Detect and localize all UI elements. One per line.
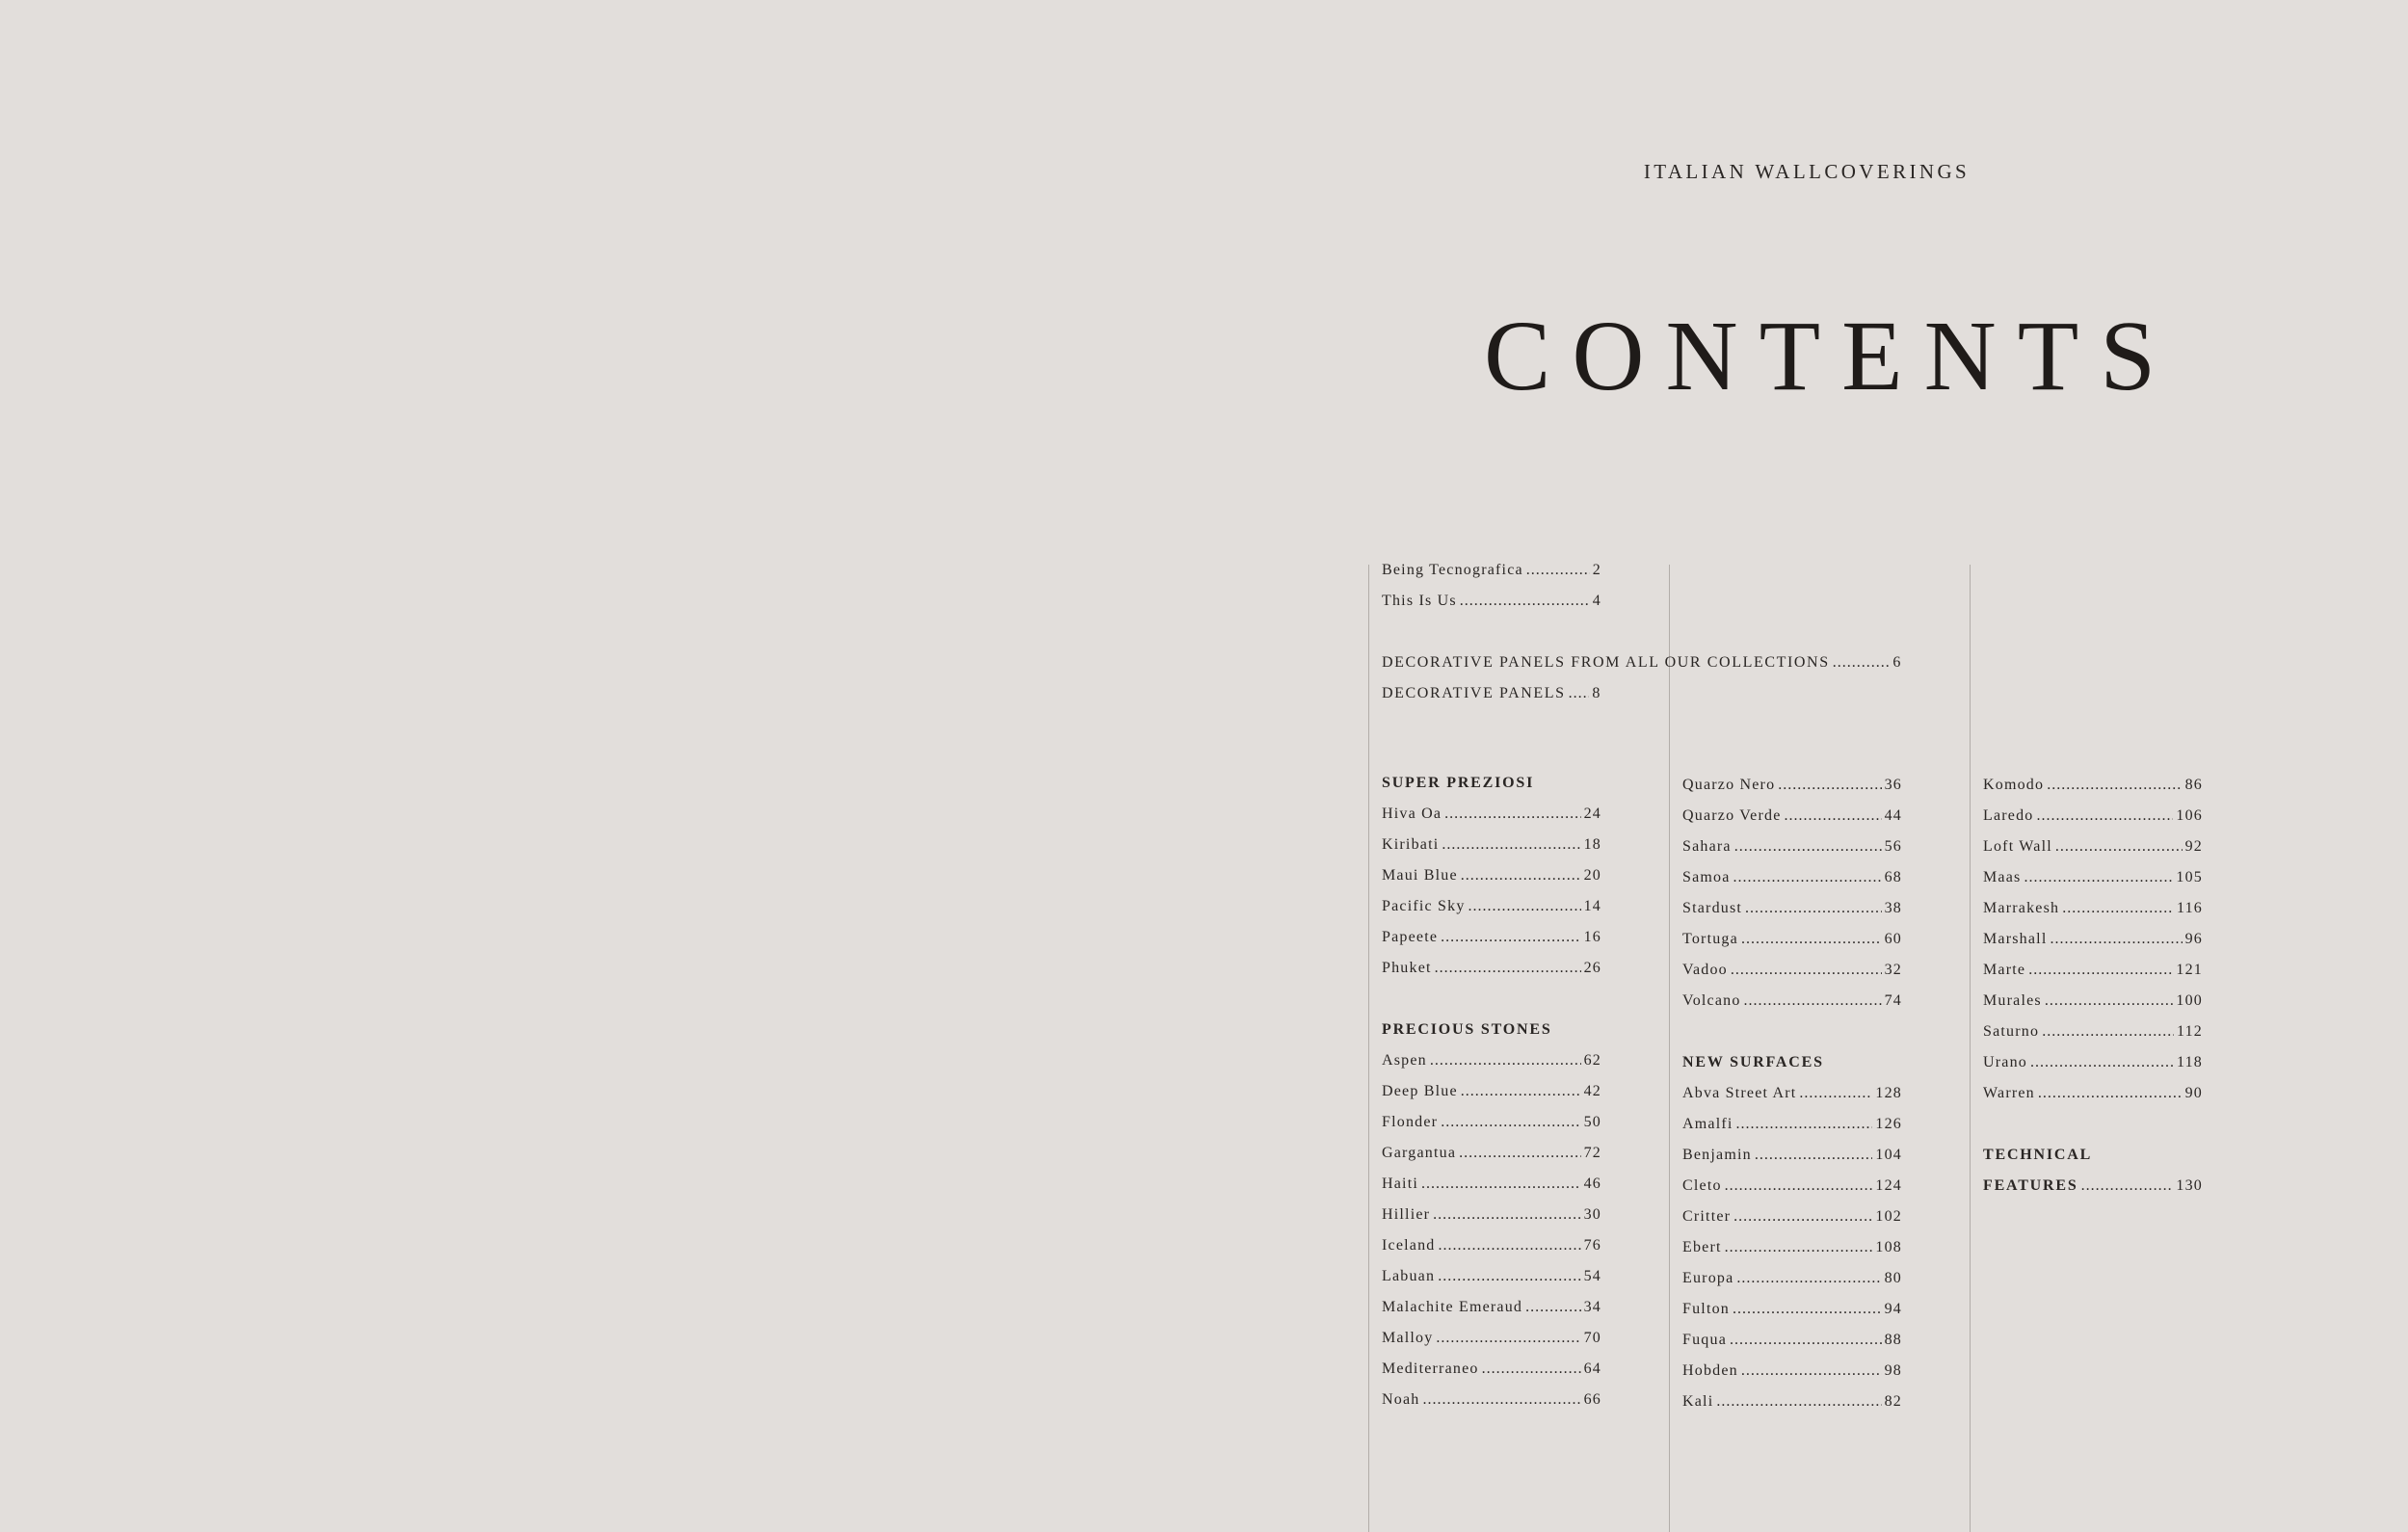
toc-leader: [2047, 770, 2182, 801]
toc-entry-name: Iceland: [1382, 1237, 1436, 1254]
toc-entry[interactable]: [1682, 955, 1902, 986]
page-title: CONTENTS: [1484, 301, 2178, 411]
toc-entry-page: 60: [1884, 931, 1902, 947]
toc-entry-name: DECORATIVE PANELS FROM ALL OUR COLLECTIONS: [1382, 654, 1830, 671]
toc-entry[interactable]: [1382, 1385, 1601, 1415]
toc-entry-page: 36: [1884, 777, 1902, 793]
toc-leader: [1442, 830, 1580, 860]
toc-entry-page: 44: [1884, 807, 1902, 824]
toc-leader: [1444, 799, 1580, 830]
toc-leader: [1744, 986, 1882, 1017]
toc-leader: [1438, 1261, 1580, 1292]
toc-leader: [2024, 862, 2173, 893]
toc-leader: [1569, 678, 1590, 709]
toc-entry-page: 124: [1875, 1177, 1902, 1194]
toc-entry-name: Amalfi: [1682, 1116, 1733, 1132]
toc-leader: [1785, 801, 1882, 832]
toc-entry-name: Critter: [1682, 1208, 1732, 1225]
toc-entry[interactable]: [1983, 1017, 2203, 1047]
toc-entry-name: Haiti: [1382, 1175, 1418, 1192]
toc-entry-page: 76: [1583, 1237, 1601, 1254]
toc-entry[interactable]: [1983, 1078, 2203, 1109]
toc-entry-page: 94: [1884, 1301, 1902, 1317]
toc-column-3: [1983, 770, 2203, 1202]
toc-entry-name: Maas: [1983, 869, 2022, 885]
toc-entry[interactable]: [1682, 832, 1902, 862]
toc-entry-name: Kali: [1682, 1393, 1714, 1410]
toc-leader: [1731, 955, 1882, 986]
toc-entry[interactable]: [1983, 801, 2203, 832]
column-divider: [1368, 565, 1369, 1532]
toc-entry[interactable]: [1382, 1138, 1601, 1169]
toc-entry-name: Quarzo Verde: [1682, 807, 1782, 824]
toc-entry-page: 46: [1583, 1175, 1601, 1192]
toc-entry[interactable]: [1382, 1200, 1601, 1230]
toc-entry[interactable]: [1983, 832, 2203, 862]
toc-leader: [2030, 1047, 2174, 1078]
toc-entry-page: 66: [1583, 1391, 1601, 1408]
toc-leader: [1441, 1107, 1580, 1138]
toc-entry[interactable]: [1682, 1387, 1902, 1417]
toc-entry-page: 126: [1875, 1116, 1902, 1132]
toc-leader: [1730, 1325, 1882, 1356]
toc-leader: [1438, 1230, 1580, 1261]
toc-entry[interactable]: [1382, 891, 1601, 922]
toc-entry[interactable]: [1382, 1107, 1601, 1138]
toc-entry-page: 72: [1583, 1145, 1601, 1161]
section-heading: NEW SURFACES: [1682, 1054, 1824, 1070]
toc-entry-name: Pacific Sky: [1382, 898, 1466, 914]
toc-entry[interactable]: [1983, 924, 2203, 955]
toc-entry[interactable]: [1382, 1323, 1601, 1354]
toc-entry-name: Marte: [1983, 962, 2026, 978]
toc-leader: [2028, 955, 2173, 986]
toc-entry-page: 38: [1884, 900, 1902, 916]
toc-entry[interactable]: [1682, 1325, 1902, 1356]
toc-leader: [1461, 860, 1581, 891]
toc-entry-name: Cleto: [1682, 1177, 1722, 1194]
toc-entry-page: 80: [1884, 1270, 1902, 1286]
toc-leader: [1725, 1171, 1873, 1202]
toc-entry-page: 70: [1583, 1330, 1601, 1346]
toc-leader: [1461, 1076, 1581, 1107]
toc-leader: [1469, 891, 1581, 922]
toc-leader: [1741, 924, 1882, 955]
toc-entry-name: Malachite Emeraud: [1382, 1299, 1523, 1315]
toc-leader: [1733, 862, 1882, 893]
toc-entry-name: Komodo: [1983, 777, 2045, 793]
toc-entry[interactable]: [1682, 893, 1902, 924]
toc-entry-name: Abva Street Art: [1682, 1085, 1797, 1101]
toc-entry[interactable]: [1983, 893, 2203, 924]
toc-entry-page: 112: [2176, 1023, 2203, 1040]
toc-entry-page: 8: [1592, 685, 1601, 701]
section-heading: SUPER PREZIOSI: [1382, 775, 1535, 791]
toc-entry-page: 116: [2176, 900, 2203, 916]
toc-leader: [1459, 1138, 1580, 1169]
toc-entry-page: 92: [2184, 838, 2203, 855]
toc-entry[interactable]: [1983, 1171, 2203, 1202]
toc-leader: [1525, 1292, 1580, 1323]
toc-leader: [1526, 555, 1590, 586]
toc-leader: [1436, 1323, 1580, 1354]
toc-entry-name: Urano: [1983, 1054, 2027, 1070]
toc-entry-name: Labuan: [1382, 1268, 1436, 1284]
toc-entry-name: This Is Us: [1382, 593, 1457, 609]
toc-entry[interactable]: [1983, 986, 2203, 1017]
toc-leader: [1733, 1202, 1872, 1232]
toc-leader: [1460, 586, 1590, 617]
toc-entry[interactable]: [1983, 955, 2203, 986]
toc-leader: [1435, 953, 1581, 984]
section-heading: PRECIOUS STONES: [1382, 1021, 1552, 1038]
toc-leader: [1734, 832, 1882, 862]
toc-entry-page: 62: [1583, 1052, 1601, 1069]
toc-leader: [2081, 1171, 2174, 1202]
toc-entry-name: Vadoo: [1682, 962, 1728, 978]
toc-entry[interactable]: [1382, 830, 1601, 860]
toc-entry[interactable]: [1682, 862, 1902, 893]
toc-leader: [1755, 1140, 1873, 1171]
toc-entry-page: 102: [1875, 1208, 1902, 1225]
toc-entry[interactable]: [1382, 922, 1601, 953]
toc-entry-name: Marshall: [1983, 931, 2048, 947]
toc-entry[interactable]: [1983, 1047, 2203, 1078]
toc-entry[interactable]: [1382, 860, 1601, 891]
toc-entry-page: 82: [1884, 1393, 1902, 1410]
toc-entry-name: Kiribati: [1382, 836, 1440, 853]
toc-entry-name: Hiva Oa: [1382, 806, 1442, 822]
toc-entry[interactable]: [1682, 1171, 1902, 1202]
toc-entry-page: 34: [1583, 1299, 1601, 1315]
toc-leader: [1725, 1232, 1873, 1263]
toc-entry-page: 90: [2184, 1085, 2203, 1101]
brand-name: ITALIAN WALLCOVERINGS: [1643, 160, 1971, 183]
toc-leader: [1716, 1387, 1881, 1417]
toc-leader: [2050, 924, 2182, 955]
toc-entry-page: 105: [2176, 869, 2203, 885]
toc-entry-page: 4: [1592, 593, 1601, 609]
panels-list: [1382, 647, 1902, 709]
toc-leader: [1745, 893, 1882, 924]
toc-entry-name: Marrakesh: [1983, 900, 2060, 916]
toc-entry[interactable]: [1382, 586, 1601, 617]
toc-entry-page: 32: [1884, 962, 1902, 978]
toc-leader: [1736, 1263, 1881, 1294]
toc-leader: [2062, 893, 2174, 924]
toc-entry-page: 130: [2176, 1177, 2203, 1194]
toc-entry-name: Hillier: [1382, 1206, 1431, 1223]
toc-entry-page: 104: [1875, 1147, 1902, 1163]
toc-entry-name: Mediterraneo: [1382, 1360, 1479, 1377]
toc-entry-name: Warren: [1983, 1085, 2035, 1101]
toc-leader: [1799, 1078, 1872, 1109]
toc-entry-page: 18: [1583, 836, 1601, 853]
toc-entry[interactable]: [1382, 1169, 1601, 1200]
toc-leader: [1482, 1354, 1581, 1385]
toc-entry-name: Being Tecnografica: [1382, 562, 1523, 578]
toc-leader: [2045, 986, 2174, 1017]
toc-leader: [1441, 922, 1580, 953]
toc-entry[interactable]: [1682, 1140, 1902, 1171]
toc-entry[interactable]: [1682, 770, 1902, 801]
toc-entry[interactable]: [1682, 1356, 1902, 1387]
toc-entry-page: 74: [1884, 992, 1902, 1009]
intro-list: [1382, 555, 1601, 617]
toc-entry-name: Loft Wall: [1983, 838, 2052, 855]
toc-entry[interactable]: [1382, 1261, 1601, 1292]
toc-entry-name: Murales: [1983, 992, 2042, 1009]
section-heading: TECHNICAL: [1983, 1147, 2093, 1163]
toc-leader: [2037, 801, 2174, 832]
toc-entry-page: 98: [1884, 1362, 1902, 1379]
toc-leader: [2038, 1078, 2183, 1109]
toc-entry-name: FEATURES: [1983, 1177, 2078, 1194]
toc-entry[interactable]: [1682, 1109, 1902, 1140]
toc-entry-name: Flonder: [1382, 1114, 1439, 1130]
toc-leader: [2055, 832, 2183, 862]
toc-entry-page: 6: [1892, 654, 1902, 671]
toc-entry-page: 16: [1583, 929, 1601, 945]
toc-entry[interactable]: [1382, 647, 1902, 678]
toc-entry[interactable]: [1382, 1045, 1601, 1076]
toc-entry-page: 64: [1583, 1360, 1601, 1377]
toc-entry[interactable]: [1382, 1292, 1601, 1323]
toc-entry-page: 2: [1592, 562, 1601, 578]
toc-entry-name: Maui Blue: [1382, 867, 1458, 884]
toc-entry[interactable]: [1983, 862, 2203, 893]
toc-entry-page: 50: [1583, 1114, 1601, 1130]
toc-entry-name: Saturno: [1983, 1023, 2040, 1040]
toc-entry[interactable]: [1382, 799, 1601, 830]
toc-entry-page: 100: [2176, 992, 2203, 1009]
toc-entry[interactable]: [1382, 1076, 1601, 1107]
toc-column-2: [1682, 770, 1902, 1417]
toc-entry[interactable]: [1382, 953, 1601, 984]
toc-entry-name: Deep Blue: [1382, 1083, 1458, 1099]
toc-leader: [1741, 1356, 1882, 1387]
toc-entry[interactable]: [1682, 801, 1902, 832]
toc-entry-name: Gargantua: [1382, 1145, 1457, 1161]
toc-entry-page: 108: [1875, 1239, 1902, 1255]
toc-entry[interactable]: [1983, 770, 2203, 801]
toc-entry-name: Hobden: [1682, 1362, 1738, 1379]
toc-entry-name: Fulton: [1682, 1301, 1730, 1317]
toc-leader: [1778, 770, 1881, 801]
toc-leader: [2042, 1017, 2174, 1047]
toc-entry-name: Phuket: [1382, 960, 1432, 976]
toc-entry[interactable]: [1382, 1354, 1601, 1385]
toc-leader: [1422, 1385, 1580, 1415]
toc-entry-name: Benjamin: [1682, 1147, 1752, 1163]
toc-entry-page: 24: [1583, 806, 1601, 822]
toc-column-1: [1382, 768, 1601, 1415]
toc-entry-page: 56: [1884, 838, 1902, 855]
toc-entry[interactable]: [1382, 678, 1601, 709]
toc-entry-page: 54: [1583, 1268, 1601, 1284]
toc-entry[interactable]: [1682, 1202, 1902, 1232]
toc-entry-page: 118: [2176, 1054, 2203, 1070]
toc-entry-name: Fuqua: [1682, 1332, 1727, 1348]
toc-entry-name: Volcano: [1682, 992, 1741, 1009]
toc-entry[interactable]: [1682, 1232, 1902, 1263]
toc-entry-name: Europa: [1682, 1270, 1734, 1286]
toc-entry-name: Sahara: [1682, 838, 1732, 855]
toc-leader: [1430, 1045, 1581, 1076]
toc-entry-page: 20: [1583, 867, 1601, 884]
toc-entry[interactable]: [1382, 1230, 1601, 1261]
toc-entry-name: Laredo: [1983, 807, 2034, 824]
toc-entry-page: 88: [1884, 1332, 1902, 1348]
toc-entry-page: 106: [2176, 807, 2203, 824]
toc-entry[interactable]: [1382, 555, 1601, 586]
toc-entry-page: 68: [1884, 869, 1902, 885]
toc-leader: [1833, 647, 1891, 678]
toc-entry-name: Noah: [1382, 1391, 1420, 1408]
column-divider: [1669, 565, 1670, 1532]
toc-entry-name: Stardust: [1682, 900, 1743, 916]
toc-entry-name: Quarzo Nero: [1682, 777, 1776, 793]
toc-entry-name: DECORATIVE PANELS: [1382, 685, 1566, 701]
toc-entry[interactable]: [1682, 924, 1902, 955]
toc-entry-name: Samoa: [1682, 869, 1731, 885]
toc-leader: [1733, 1294, 1882, 1325]
toc-entry-page: 121: [2176, 962, 2203, 978]
toc-entry-name: Tortuga: [1682, 931, 1738, 947]
toc-entry-name: Papeete: [1382, 929, 1439, 945]
toc-leader: [1421, 1169, 1581, 1200]
toc-entry-name: Malloy: [1382, 1330, 1434, 1346]
toc-entry-page: 42: [1583, 1083, 1601, 1099]
toc-entry-page: 14: [1583, 898, 1601, 914]
toc-entry[interactable]: [1682, 1263, 1902, 1294]
toc-entry[interactable]: [1682, 1294, 1902, 1325]
toc-entry-page: 128: [1875, 1085, 1902, 1101]
toc-entry[interactable]: [1682, 986, 1902, 1017]
column-divider: [1970, 565, 1971, 1532]
toc-leader: [1736, 1109, 1873, 1140]
toc-entry-page: 86: [2184, 777, 2203, 793]
toc-entry[interactable]: [1682, 1078, 1902, 1109]
toc-entry-page: 26: [1583, 960, 1601, 976]
toc-entry-name: Aspen: [1382, 1052, 1427, 1069]
toc-leader: [1433, 1200, 1580, 1230]
toc-entry-page: 30: [1583, 1206, 1601, 1223]
toc-entry-name: Ebert: [1682, 1239, 1722, 1255]
toc-entry-page: 96: [2184, 931, 2203, 947]
